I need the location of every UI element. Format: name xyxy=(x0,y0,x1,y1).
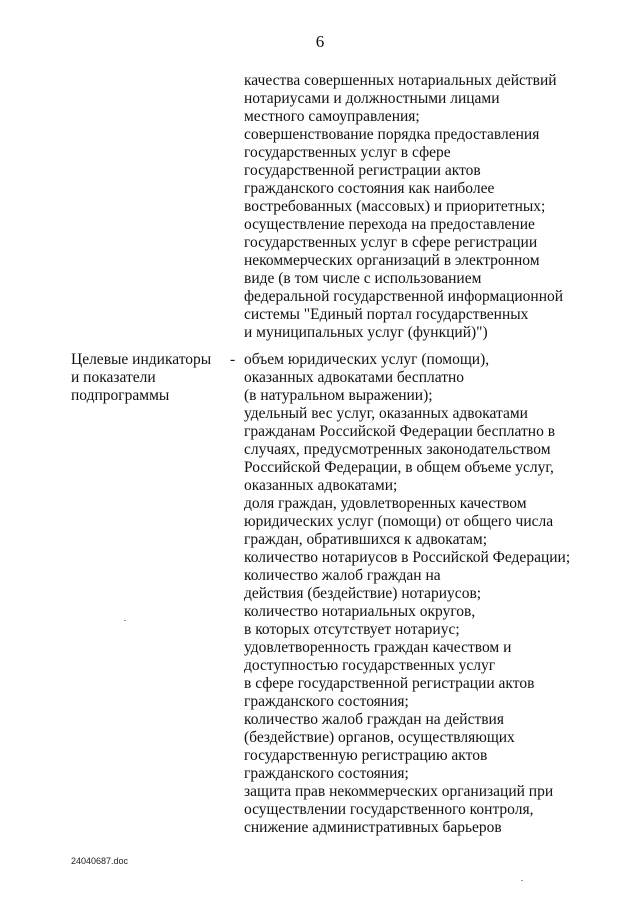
text-line: гражданского состояния как наиболее xyxy=(244,180,495,197)
text-line: осуществлении государственного контроля, xyxy=(244,801,534,818)
text-line: гражданам Российской Федерации бесплатно в xyxy=(244,423,556,440)
text-line: качества совершенных нотариальных действий xyxy=(244,72,557,89)
label-line: подпрограммы xyxy=(71,387,170,404)
indicators-text-block xyxy=(244,351,584,837)
text-line: удовлетворенность граждан качеством и xyxy=(244,639,512,656)
scan-speck xyxy=(124,620,126,621)
text-line: количество нотариальных округов, xyxy=(244,603,476,620)
indicators-section-label xyxy=(71,351,231,405)
footer-filename: 24040687.doc xyxy=(71,856,129,866)
text-line: объем юридических услуг (помощи), xyxy=(244,351,490,368)
text-line: (в натуральном выражении); xyxy=(244,387,433,404)
text-line: юридических услуг (помощи) от общего числа xyxy=(244,513,554,530)
text-line: удельный вес услуг, оказанных адвокатами xyxy=(244,405,528,422)
text-line: нотариусами и должностными лицами xyxy=(244,90,500,107)
text-line: востребованных (массовых) и приоритетных; xyxy=(244,198,546,215)
text-line: осуществление перехода на предоставление xyxy=(244,216,535,233)
text-line: граждан, обратившихся к адвокатам; xyxy=(244,531,488,548)
text-line: доля граждан, удовлетворенных качеством xyxy=(244,495,527,512)
continued-text-block xyxy=(244,72,584,342)
text-line: федеральной государственной информационной xyxy=(244,288,564,305)
text-line: некоммерческих организаций в электронном xyxy=(244,252,540,269)
text-line: системы "Единый портал государственных xyxy=(244,306,529,323)
section-dash: - xyxy=(230,351,236,368)
text-line: случаях, предусмотренных законодательством xyxy=(244,441,551,458)
text-line: государственных услуг в сфере регистрации xyxy=(244,234,538,251)
text-line: в которых отсутствует нотариус; xyxy=(244,621,460,638)
text-line: государственной регистрации актов xyxy=(244,162,481,179)
text-line: и муниципальных услуг (функций)") xyxy=(244,324,488,341)
text-line: гражданского состояния; xyxy=(244,693,409,710)
text-line: количество жалоб граждан на xyxy=(244,567,441,584)
text-line: совершенствование порядка предоставления xyxy=(244,126,540,143)
text-line: в сфере государственной регистрации актов xyxy=(244,675,535,692)
label-line: Целевые индикаторы xyxy=(71,351,212,368)
text-line: государственных услуг в сфере xyxy=(244,144,451,161)
text-line: виде (в том числе с использованием xyxy=(244,270,482,287)
text-line: количество жалоб граждан на действия xyxy=(244,711,504,728)
label-line: и показатели xyxy=(71,369,156,386)
text-line: оказанных адвокатами бесплатно xyxy=(244,369,465,386)
text-line: Российской Федерации, в общем объеме услуг, xyxy=(244,459,554,476)
text-line: снижение административных барьеров xyxy=(244,819,502,836)
scan-speck xyxy=(521,880,523,881)
page-number: 6 xyxy=(315,32,325,51)
text-line: количество нотариусов в Российской Федерации; xyxy=(244,549,571,566)
text-line: доступностью государственных услуг xyxy=(244,657,496,674)
text-line: государственную регистрацию актов xyxy=(244,747,488,764)
text-line: местного самоуправления; xyxy=(244,108,420,125)
text-line: гражданского состояния; xyxy=(244,765,409,782)
text-line: действия (бездействие) нотариусов; xyxy=(244,585,482,602)
text-line: защита прав некоммерческих организаций при xyxy=(244,783,554,800)
text-line: (бездействие) органов, осуществляющих xyxy=(244,729,515,746)
text-line: оказанных адвокатами; xyxy=(244,477,398,494)
